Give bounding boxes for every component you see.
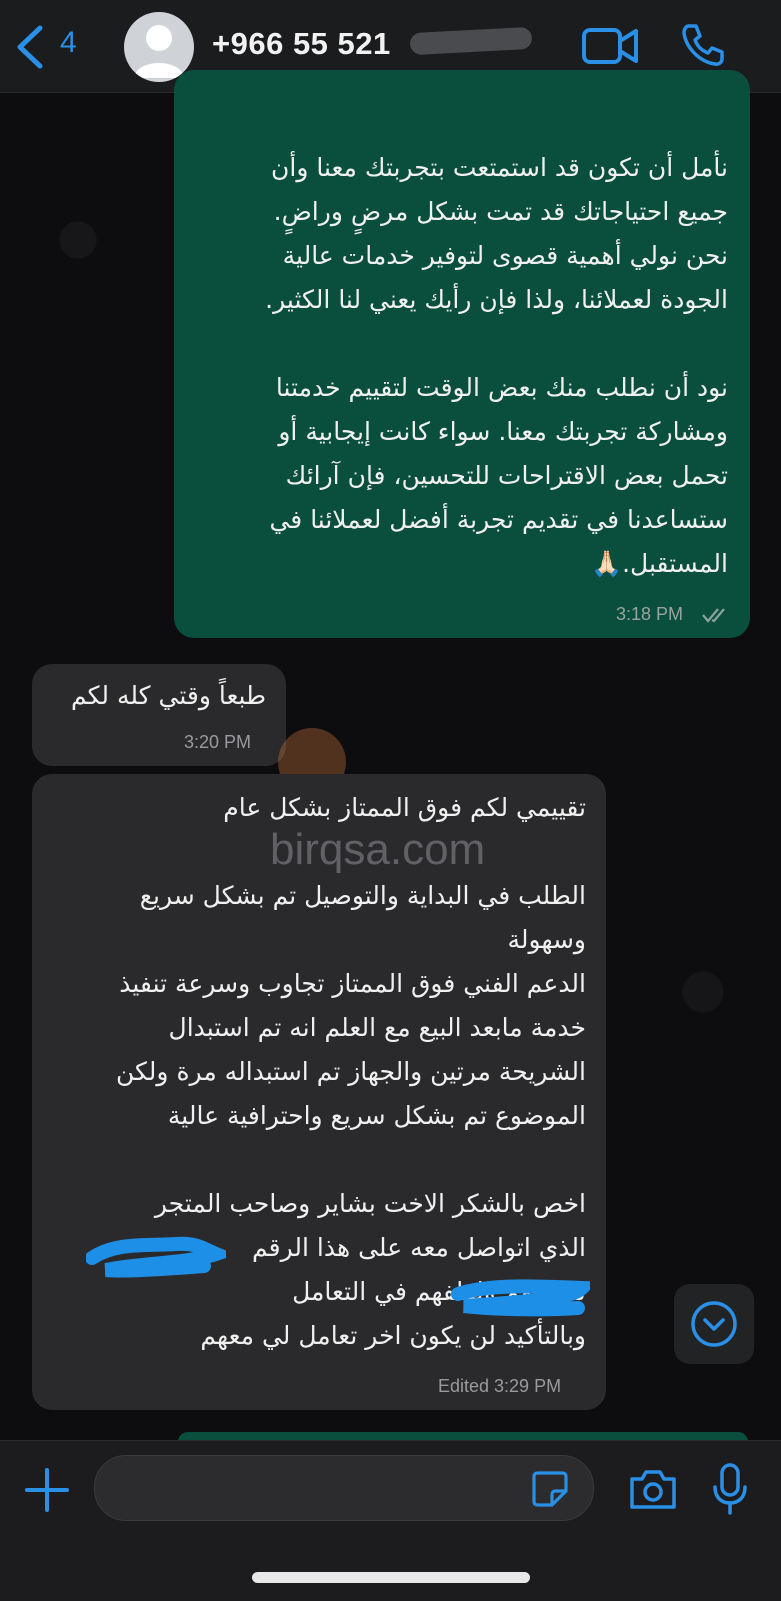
- plus-icon[interactable]: [22, 1465, 72, 1515]
- double-check-icon: [702, 606, 730, 624]
- video-camera-icon[interactable]: [582, 26, 638, 66]
- message-text: نأمل أن تكون قد استمتعت بتجربتك معنا وأن جميع احتياجاتك قد تمت بشكل مرضٍ وراضٍ. نحن نولي أهمية قصوى لتوفير خدمات عالية الجودة لعملائنا، ولذا فإن رأيك يعني لنا الكثير. نود أن نطلب منك بعض الوقت لتقييم خدمتنا ومشاركة تجربتك معنا. سواء كانت إيجابية أو تحمل بعض الاقتراحات للتحسين، فإن آرائك ستساعدنا في تقديم تجربة أفضل لعملائنا في المستقبل.🙏🏻: [265, 153, 728, 578]
- message-time: 3:20 PM: [184, 732, 252, 752]
- watermark-text: birqsa.com: [270, 825, 486, 874]
- message-bubble-outgoing[interactable]: [174, 70, 750, 638]
- contact-title[interactable]: +966 55 521: [212, 26, 391, 61]
- sticker-icon[interactable]: [530, 1469, 570, 1509]
- home-indicator[interactable]: [252, 1572, 530, 1583]
- message-text: تقييمي لكم فوق الممتاز بشكل عام الطلب في البداية والتوصيل تم بشكل سريع وسهولة الدعم الفني فوق الممتاز تجاوب وسرعة تنفيذ خدمة مابعد البيع مع العلم انه تم استبدال الشريحة مرتين والجهاز تم استبداله مرة ولكن الموضوع تم بشكل سريع واحترافية عالية اخص بالشكر الاخت بشاير وصاحب المتجر الذي اتواصل معه على هذا الرقم لتحملهم ولطفهم في التعامل وبالتأكيد لن يكون اخر تعامل لي معهم: [115, 793, 586, 1350]
- redaction-scribble: [86, 1236, 226, 1286]
- message-time: Edited 3:29 PM: [438, 1376, 562, 1396]
- message-text: طبعاً وقتي كله لكم: [70, 681, 266, 710]
- message-bubble-incoming[interactable]: [32, 664, 286, 766]
- phone-icon[interactable]: [680, 22, 726, 68]
- unread-count[interactable]: 4: [60, 26, 77, 59]
- microphone-icon[interactable]: [712, 1463, 748, 1515]
- message-input[interactable]: [94, 1455, 594, 1521]
- camera-icon[interactable]: [628, 1467, 678, 1511]
- chevron-left-icon[interactable]: [14, 24, 48, 70]
- scroll-to-bottom-button[interactable]: [674, 1284, 754, 1364]
- redaction-scribble: [450, 1276, 590, 1324]
- redaction-mark: [410, 27, 533, 55]
- message-time: 3:18 PM: [616, 604, 684, 624]
- chevron-down-circle-icon: [674, 1284, 754, 1364]
